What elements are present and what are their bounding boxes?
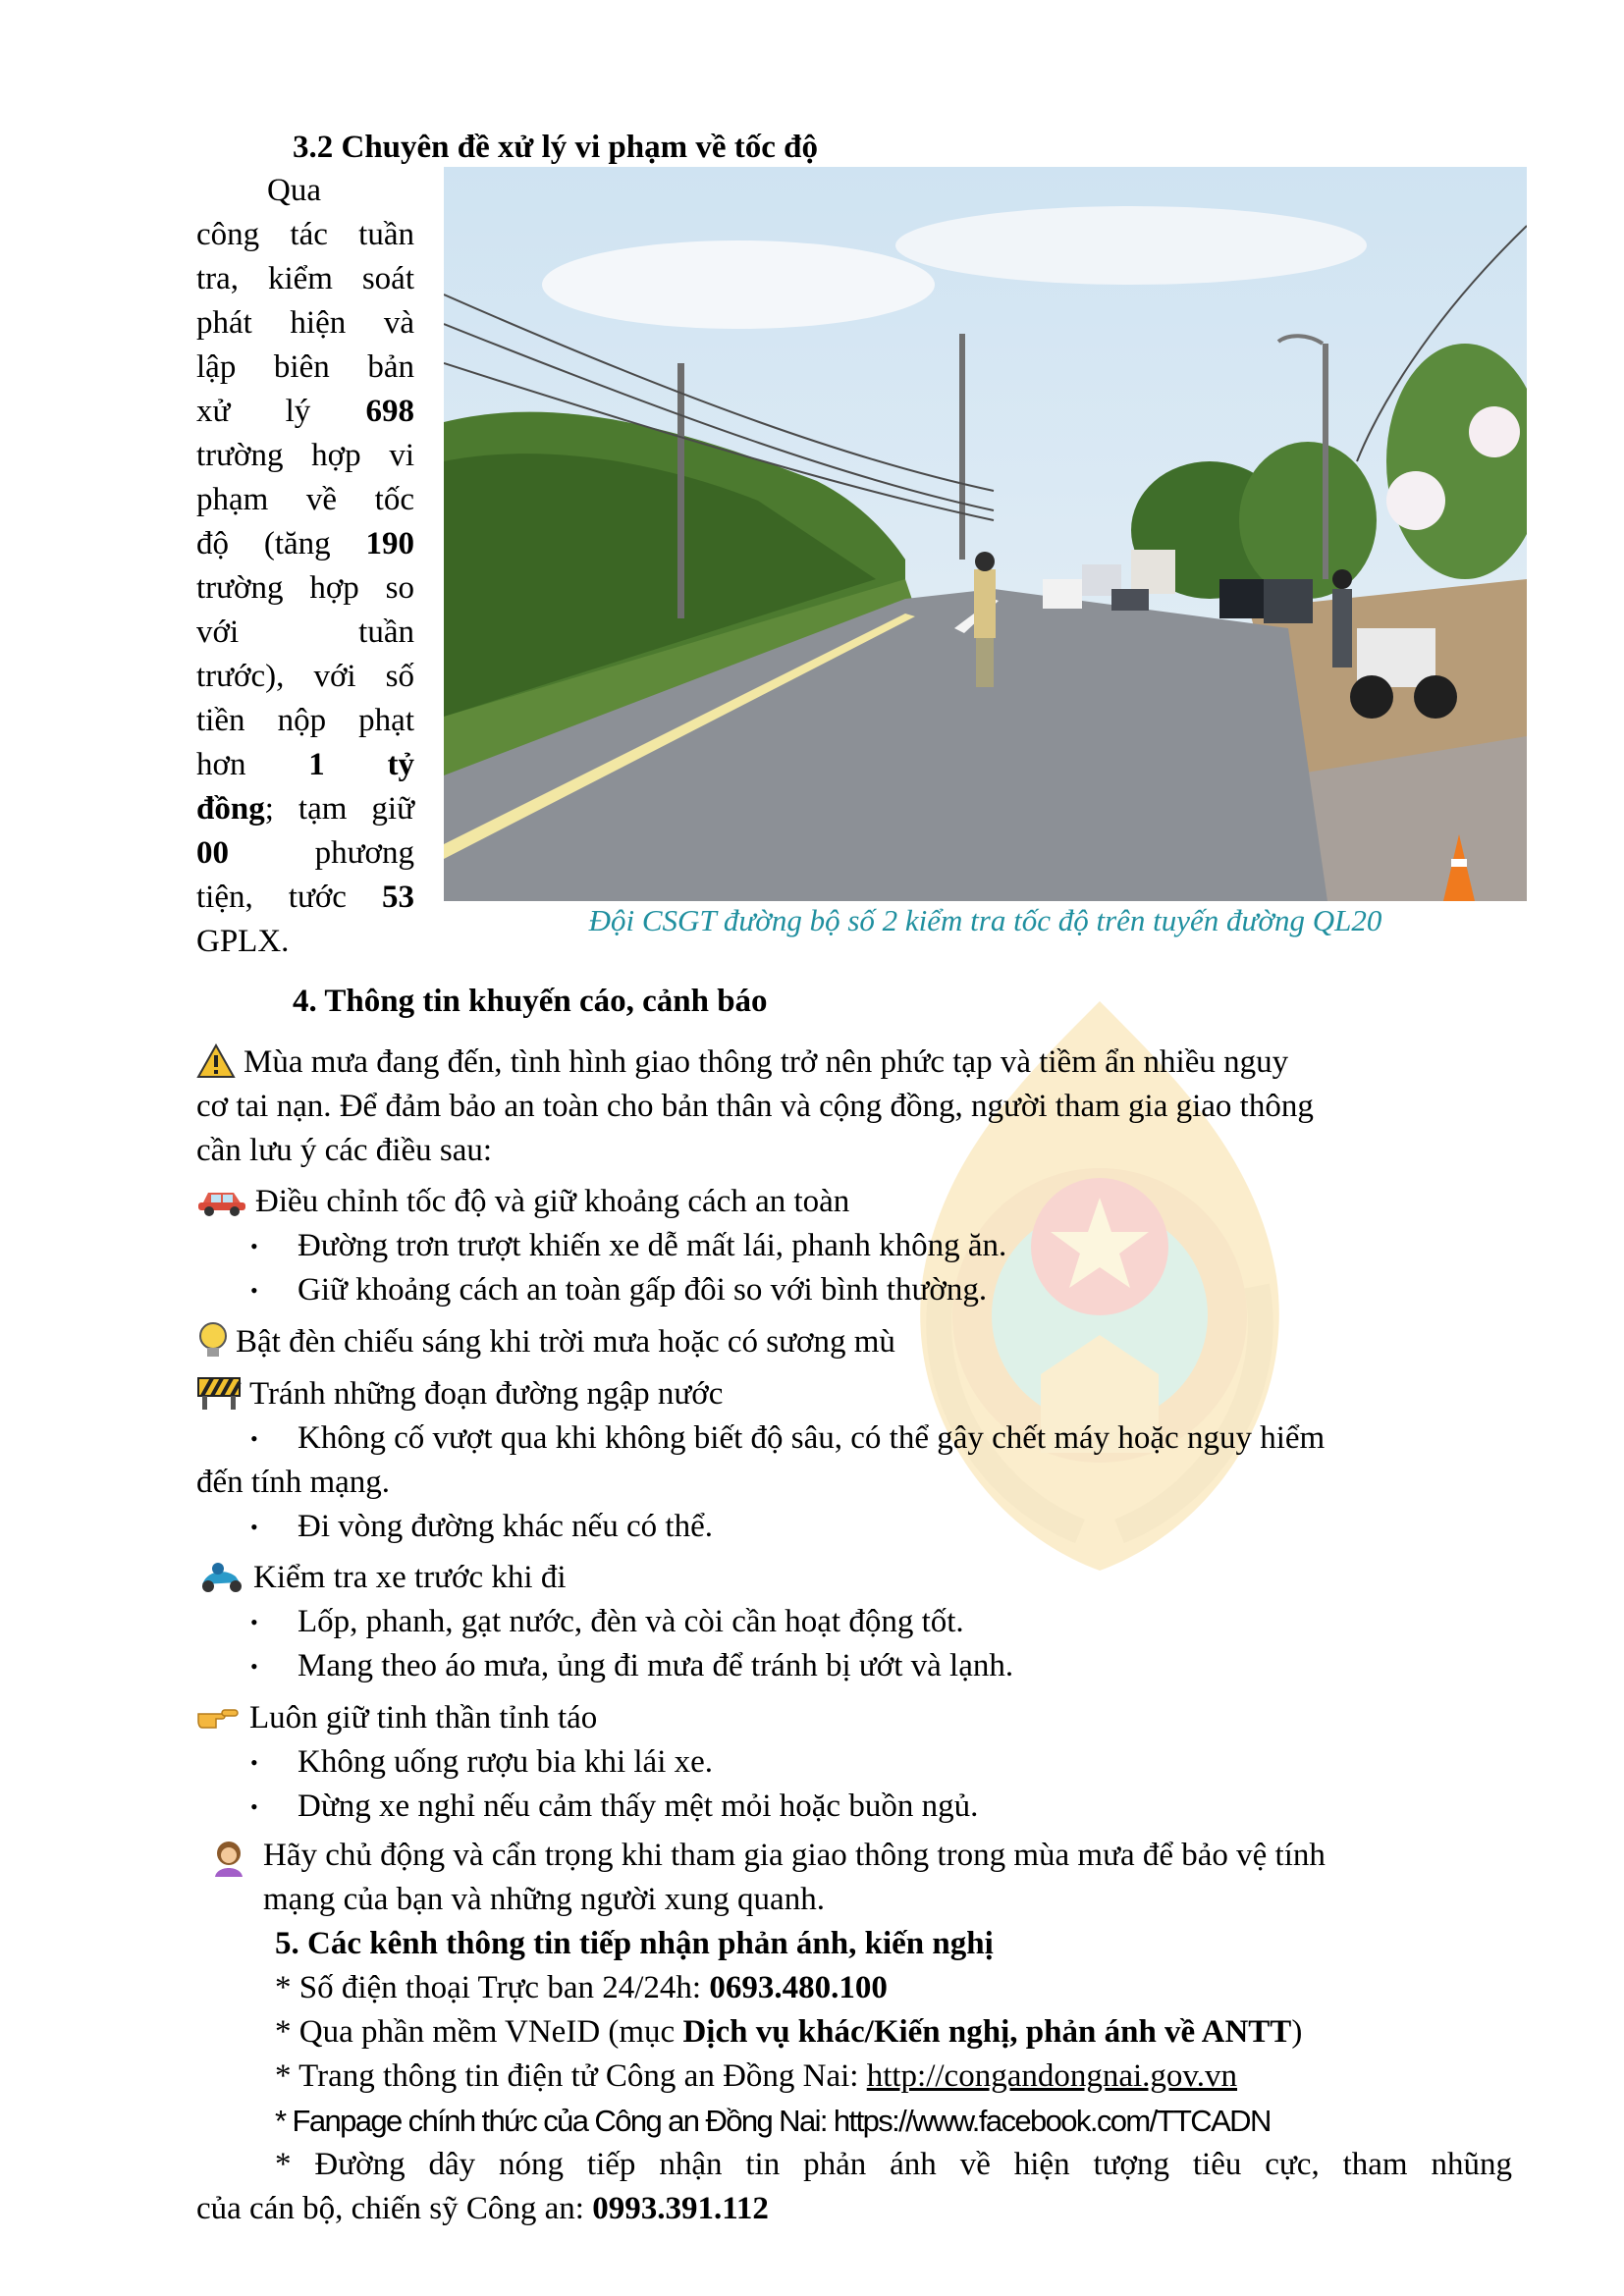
bullet-symbol: • <box>250 1794 258 1819</box>
list-item-text: Không cố vượt qua khi không biết độ sâu, có thể gây chết máy hoặc nguy hiểm <box>298 1420 1326 1456</box>
paragraph-line: tiền nộp phạt <box>196 703 414 738</box>
photo-caption: Đội CSGT đường bộ số 2 kiểm tra tốc độ trên tuyến đường QL20 <box>588 903 1382 937</box>
warning-intro-line-1 <box>196 1041 1288 1085</box>
intro-text: Mùa mưa đang đến, tình hình giao thông trở nên phức tạp và tiềm ẩn nhiều nguy <box>244 1044 1289 1080</box>
advice-item-alertness <box>196 1696 597 1740</box>
website-line <box>275 2055 1237 2099</box>
list-item-text: Mang theo áo mưa, ủng đi mưa để tránh bị ướt và lạnh. <box>298 1648 1014 1683</box>
bullet-symbol: • <box>250 1426 258 1451</box>
hotline-line <box>275 1966 888 2010</box>
vneid-service-path: Dịch vụ khác/Kiến nghị, phản ánh về ANTT <box>682 2014 1292 2050</box>
paragraph-line: trường hợp so <box>196 570 414 606</box>
advice-item-speed-label: Điều chỉnh tốc độ và giữ khoảng cách an toàn <box>255 1184 850 1219</box>
warning-intro-line-3: cần lưu ý các điều sau: <box>196 1133 493 1168</box>
section-3-2-heading: 3.2 Chuyên đề xử lý vi phạm về tốc độ <box>293 130 819 165</box>
bullet-symbol: • <box>250 1515 258 1539</box>
paragraph-line: Qua <box>267 173 321 208</box>
hotline-number: 0693.480.100 <box>709 1970 888 2005</box>
list-item-text: Đường trơn trượt khiến xe dễ mất lái, phanh không ăn. <box>298 1228 1007 1263</box>
paragraph-line: phát hiện và <box>196 305 414 341</box>
paragraph-line: trước), với số <box>196 659 414 694</box>
advice-item-speed <box>196 1180 849 1224</box>
paragraph-line: trường hợp vi <box>196 438 414 473</box>
corruption-hotline-number: 0993.391.112 <box>592 2191 769 2226</box>
paragraph-line: xử lý 698 <box>196 394 414 429</box>
bullet-symbol: • <box>250 1750 258 1775</box>
warning-icon <box>196 1043 236 1079</box>
construction-barrier-icon <box>196 1372 242 1412</box>
closing-line-1: Hãy chủ động và cẩn trọng khi tham gia giao thông trong mùa mưa để bảo vệ tính <box>263 1838 1326 1873</box>
list-item-text: Dừng xe nghỉ nếu cảm thấy mệt mỏi hoặc buồn ngủ. <box>298 1789 979 1824</box>
light-bulb-icon <box>196 1321 230 1361</box>
advice-item-flood <box>196 1372 723 1416</box>
advice-item-vehicle-check-label: Kiểm tra xe trước khi đi <box>253 1560 567 1595</box>
traffic-police-road-photo <box>444 167 1527 901</box>
list-item-text: Lốp, phanh, gạt nước, đèn và còi cần hoạt động tốt. <box>298 1604 964 1639</box>
bullet-symbol: • <box>250 1610 258 1634</box>
woman-tipping-icon <box>209 1838 248 1877</box>
corruption-hotline-label: của cán bộ, chiến sỹ Công an: <box>196 2191 593 2226</box>
paragraph-line: lập biên bản <box>196 349 414 385</box>
website-link[interactable]: http://congandongnai.gov.vn <box>866 2058 1238 2094</box>
warning-intro-line-2: cơ tai nạn. Để đảm bảo an toàn cho bản thân và cộng đồng, người tham gia giao thông <box>196 1089 1314 1124</box>
closing-line-2: mạng của bạn và những người xung quanh. <box>263 1882 825 1917</box>
fanpage-line: * Fanpage chính thức của Công an Đồng Nai: https://www.facebook.com/TTCADN <box>275 2104 1271 2138</box>
paragraph-line: hơn 1 tỷ <box>196 747 414 782</box>
corruption-hotline-line-1: * Đường dây nóng tiếp nhận tin phản ánh về hiện tượng tiêu cực, tham nhũng <box>275 2147 1512 2182</box>
list-item-continuation: đến tính mạng. <box>196 1465 391 1500</box>
section-4-heading: 4. Thông tin khuyến cáo, cảnh báo <box>293 984 768 1019</box>
vneid-suffix: ) <box>1291 2014 1303 2050</box>
paragraph-line: tra, kiểm soát <box>196 261 414 296</box>
paragraph-line: 00 phương <box>196 835 414 871</box>
bullet-symbol: • <box>250 1234 258 1258</box>
list-item-text: Giữ khoảng cách an toàn gấp đôi so với bình thường. <box>298 1272 988 1308</box>
advice-item-lights <box>196 1320 895 1364</box>
paragraph-line: GPLX. <box>196 924 290 959</box>
list-item-text: Đi vòng đường khác nếu có thể. <box>298 1509 713 1544</box>
corruption-hotline-line-2 <box>196 2187 769 2231</box>
paragraph-line: tiện, tước 53 <box>196 880 414 915</box>
website-label: * Trang thông tin điện tử Công an Đồng Nai: <box>275 2058 867 2094</box>
paragraph-line: phạm về tốc <box>196 482 414 517</box>
paragraph-line: công tác tuần <box>196 217 414 252</box>
car-icon <box>196 1185 247 1216</box>
pointing-hand-icon <box>196 1702 242 1732</box>
section-5-heading: 5. Các kênh thông tin tiếp nhận phản ánh, kiến nghị <box>275 1926 994 1961</box>
vneid-line <box>275 2010 1302 2055</box>
paragraph-line: độ (tăng 190 <box>196 526 414 561</box>
speed-violation-paragraph <box>196 169 414 964</box>
list-item-text: Không uống rượu bia khi lái xe. <box>298 1744 714 1780</box>
paragraph-line: đồng; tạm giữ <box>196 791 414 827</box>
advice-item-lights-label: Bật đèn chiếu sáng khi trời mưa hoặc có sương mù <box>236 1324 895 1360</box>
vneid-prefix: * Qua phần mềm VNeID (mục <box>275 2014 683 2050</box>
bullet-symbol: • <box>250 1654 258 1679</box>
paragraph-line: với tuần <box>196 614 414 650</box>
advice-item-vehicle-check <box>196 1556 567 1600</box>
bullet-symbol: • <box>250 1278 258 1303</box>
advice-item-alertness-label: Luôn giữ tinh thần tỉnh táo <box>249 1700 598 1735</box>
advice-item-flood-label: Tránh những đoạn đường ngập nước <box>249 1376 724 1412</box>
hotline-label: * Số điện thoại Trực ban 24/24h: <box>275 1970 710 2005</box>
scooter-icon <box>196 1559 245 1594</box>
